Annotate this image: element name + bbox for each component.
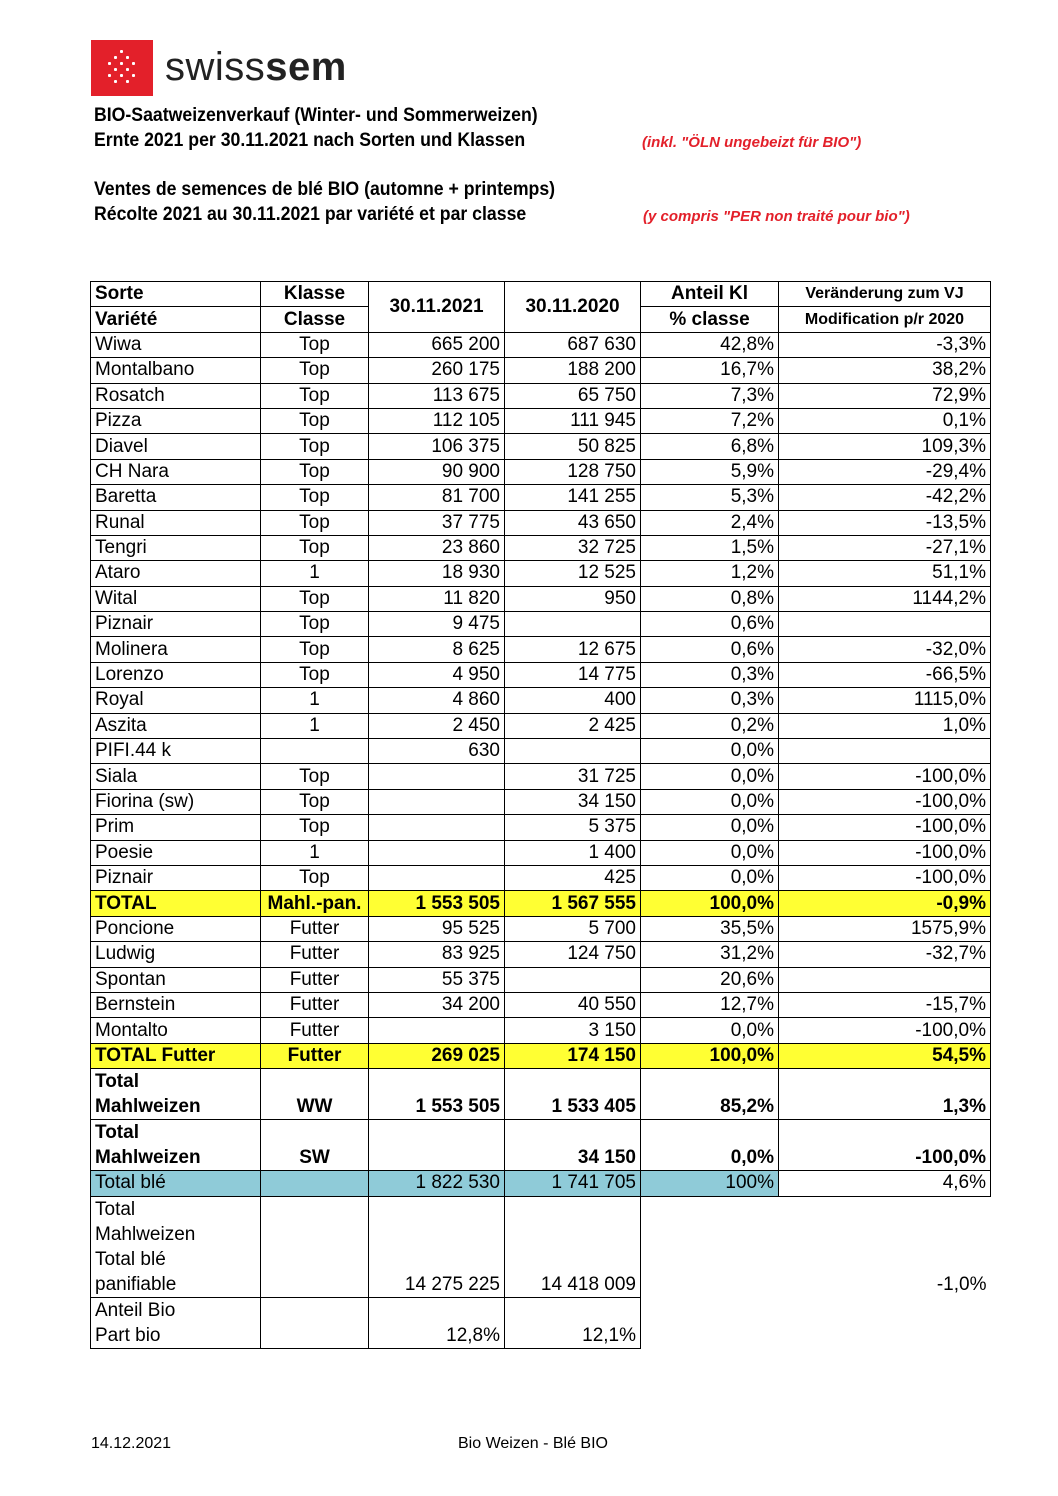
- logo-dot: [120, 50, 123, 53]
- header-sorte: Sorte: [91, 282, 261, 307]
- logo-dot: [132, 74, 135, 77]
- total-mahlweizen-row: [91, 1196, 991, 1297]
- cell-klasse: Futter: [261, 942, 369, 967]
- cell-anteil: 0,0%: [641, 815, 779, 840]
- cell-name: Pizza: [91, 408, 261, 433]
- logo-dot: [108, 74, 111, 77]
- cell-2020: 12 675: [505, 637, 641, 662]
- cell-name: Montalto: [91, 1018, 261, 1043]
- cell-name: [91, 1196, 261, 1297]
- logo-dot: [126, 56, 129, 59]
- cell-anteil: 5,3%: [641, 485, 779, 510]
- cell-2021: 90 900: [369, 459, 505, 484]
- table-row: [91, 713, 991, 738]
- header-klasse: Klasse: [261, 282, 369, 307]
- table-row: [91, 358, 991, 383]
- cell-anteil: 0,8%: [641, 586, 779, 611]
- cell-2021: [369, 840, 505, 865]
- cell-change: -29,4%: [779, 459, 991, 484]
- cell-change: [779, 967, 991, 992]
- cell-name: Baretta: [91, 485, 261, 510]
- table-row: [91, 510, 991, 535]
- cell-change: 1575,9%: [779, 916, 991, 941]
- cell-2021: 2 450: [369, 713, 505, 738]
- cell-name: [91, 1069, 261, 1120]
- cell-2021: 106 375: [369, 434, 505, 459]
- cell-change: -3,3%: [779, 332, 991, 357]
- cell-2021: 37 775: [369, 510, 505, 535]
- cell-name: Total blé: [91, 1171, 261, 1196]
- cell-klasse: SW: [261, 1120, 369, 1171]
- cell-klasse: Top: [261, 789, 369, 814]
- cell-change: 38,2%: [779, 358, 991, 383]
- cell-name: Montalbano: [91, 358, 261, 383]
- cell-name-line2: Mahlweizen: [95, 1147, 201, 1169]
- cell-2020: 1 533 405: [505, 1069, 641, 1120]
- header-modification: Modification p/r 2020: [779, 307, 991, 332]
- cell-2021: 112 105: [369, 408, 505, 433]
- cell-2020: 34 150: [505, 789, 641, 814]
- cell-name: Poesie: [91, 840, 261, 865]
- cell-anteil: 0,2%: [641, 713, 779, 738]
- cell-klasse: Futter: [261, 992, 369, 1017]
- cell-anteil: 1,5%: [641, 535, 779, 560]
- cell-change: -100,0%: [779, 764, 991, 789]
- cell-anteil: 0,0%: [641, 840, 779, 865]
- table-row: [91, 916, 991, 941]
- cell-anteil: [641, 1196, 779, 1297]
- cell-klasse: [261, 1171, 369, 1196]
- cell-name: Piznair: [91, 612, 261, 637]
- cell-anteil: 31,2%: [641, 942, 779, 967]
- cell-name: Spontan: [91, 967, 261, 992]
- cell-2021: [369, 865, 505, 890]
- cell-2020: 31 725: [505, 764, 641, 789]
- table-row: [91, 942, 991, 967]
- logo-dot: [126, 80, 129, 83]
- swisssem-logo: [91, 40, 153, 96]
- cell-anteil: 1,2%: [641, 561, 779, 586]
- cell-2020: 43 650: [505, 510, 641, 535]
- cell-anteil: 42,8%: [641, 332, 779, 357]
- cell-anteil: 7,2%: [641, 408, 779, 433]
- table-row: [91, 815, 991, 840]
- cell-name-line2: Mahlweizen: [95, 1096, 201, 1118]
- table-row: [91, 865, 991, 890]
- cell-name-line1: Total: [95, 1071, 139, 1093]
- cell-klasse: Mahl.-pan.: [261, 891, 369, 916]
- cell-klasse: Top: [261, 383, 369, 408]
- cell-2020: 14 418 009: [505, 1196, 641, 1297]
- table-header-row-1: [91, 282, 991, 307]
- cell-2020: 65 750: [505, 383, 641, 408]
- cell-2021: 1 553 505: [369, 1069, 505, 1120]
- table-row: [91, 1018, 991, 1043]
- cell-anteil: 0,0%: [641, 1120, 779, 1171]
- cell-change: -100,0%: [779, 789, 991, 814]
- cell-2021: 4 860: [369, 688, 505, 713]
- cell-2021: [369, 815, 505, 840]
- cell-change: 1144,2%: [779, 586, 991, 611]
- cell-change: 72,9%: [779, 383, 991, 408]
- cell-2021: 1 822 530: [369, 1171, 505, 1196]
- cell-name: Bernstein: [91, 992, 261, 1017]
- cell-anteil: 100,0%: [641, 1043, 779, 1068]
- cell-2021: 83 925: [369, 942, 505, 967]
- cell-2020: 141 255: [505, 485, 641, 510]
- logo-dot: [120, 62, 123, 65]
- total-row: [91, 891, 991, 916]
- anteil-bio-row: [91, 1297, 991, 1348]
- cell-2020: 188 200: [505, 358, 641, 383]
- cell-name-line: Total blé: [95, 1248, 166, 1270]
- cell-anteil: [641, 1297, 779, 1348]
- cell-anteil: 0,0%: [641, 789, 779, 814]
- cell-2021: 630: [369, 739, 505, 764]
- logo-dots-icon: [105, 50, 139, 86]
- table-row: [91, 434, 991, 459]
- table-row: [91, 332, 991, 357]
- cell-anteil: 100,0%: [641, 891, 779, 916]
- header-classe: Classe: [261, 307, 369, 332]
- cell-name: TOTAL: [91, 891, 261, 916]
- cell-2020: [505, 967, 641, 992]
- cell-2020: [505, 612, 641, 637]
- cell-change: -27,1%: [779, 535, 991, 560]
- cell-2021: 14 275 225: [369, 1196, 505, 1297]
- cell-change: -100,0%: [779, 815, 991, 840]
- cell-klasse: WW: [261, 1069, 369, 1120]
- table-row: [91, 992, 991, 1017]
- table-row: [91, 840, 991, 865]
- brand-part2: sem: [265, 45, 347, 89]
- cell-change: -100,0%: [779, 1018, 991, 1043]
- cell-klasse: [261, 1196, 369, 1297]
- cell-anteil: 6,8%: [641, 434, 779, 459]
- cell-name: PIFI.44 k: [91, 739, 261, 764]
- table-row: [91, 485, 991, 510]
- cell-name: Tengri: [91, 535, 261, 560]
- sales-table: [90, 281, 991, 1349]
- cell-change: -32,7%: [779, 942, 991, 967]
- cell-anteil: 0,0%: [641, 865, 779, 890]
- cell-2021: 11 820: [369, 586, 505, 611]
- cell-klasse: Futter: [261, 1043, 369, 1068]
- header-pct-classe: % classe: [641, 307, 779, 332]
- title-fr-line1: Ventes de semences de blé BIO (automne + printemps): [94, 179, 556, 200]
- logo-dot: [126, 68, 129, 71]
- cell-klasse: Top: [261, 586, 369, 611]
- footer-title: Bio Weizen - Blé BIO: [458, 1435, 608, 1452]
- cell-2020: 1 741 705: [505, 1171, 641, 1196]
- cell-anteil: 0,0%: [641, 764, 779, 789]
- cell-name: Lorenzo: [91, 662, 261, 687]
- cell-2021: 9 475: [369, 612, 505, 637]
- cell-2021: [369, 789, 505, 814]
- cell-2020: 2 425: [505, 713, 641, 738]
- cell-2021: [369, 1120, 505, 1171]
- cell-change: [779, 1297, 991, 1348]
- cell-klasse: 1: [261, 561, 369, 586]
- cell-2020: 425: [505, 865, 641, 890]
- cell-klasse: Futter: [261, 916, 369, 941]
- cell-anteil: 2,4%: [641, 510, 779, 535]
- cell-change: 51,1%: [779, 561, 991, 586]
- note-de: (inkl. "ÖLN ungebeizt für BIO"): [642, 134, 862, 151]
- cell-2020: 950: [505, 586, 641, 611]
- table-row: [91, 383, 991, 408]
- cell-2021: 4 950: [369, 662, 505, 687]
- cell-2020: 5 375: [505, 815, 641, 840]
- cell-klasse: 1: [261, 713, 369, 738]
- cell-anteil: 0,3%: [641, 662, 779, 687]
- cell-name: Wiwa: [91, 332, 261, 357]
- cell-change: -100,0%: [779, 1120, 991, 1171]
- cell-change: 54,5%: [779, 1043, 991, 1068]
- cell-2020: 40 550: [505, 992, 641, 1017]
- cell-2021: 8 625: [369, 637, 505, 662]
- cell-change: -100,0%: [779, 840, 991, 865]
- cell-anteil: 0,3%: [641, 688, 779, 713]
- cell-klasse: Top: [261, 485, 369, 510]
- cell-klasse: [261, 739, 369, 764]
- table-row: [91, 459, 991, 484]
- cell-klasse: Top: [261, 408, 369, 433]
- cell-change: -66,5%: [779, 662, 991, 687]
- cell-2020: 50 825: [505, 434, 641, 459]
- cell-2021: 260 175: [369, 358, 505, 383]
- table-row: [91, 408, 991, 433]
- table-row: [91, 561, 991, 586]
- cell-2020: [505, 739, 641, 764]
- cell-klasse: Top: [261, 612, 369, 637]
- cell-anteil: 16,7%: [641, 358, 779, 383]
- cell-name: Poncione: [91, 916, 261, 941]
- cell-klasse: Top: [261, 358, 369, 383]
- cell-change: -42,2%: [779, 485, 991, 510]
- title-de-line2: Ernte 2021 per 30.11.2021 nach Sorten und Klassen: [94, 130, 526, 151]
- cell-name: [91, 1120, 261, 1171]
- cell-change: -32,0%: [779, 637, 991, 662]
- cell-name: Prim: [91, 815, 261, 840]
- brand-name: [165, 44, 347, 90]
- cell-name-line1: Total: [95, 1122, 139, 1144]
- cell-anteil: 0,0%: [641, 739, 779, 764]
- cell-2020: 1 400: [505, 840, 641, 865]
- logo-dot: [108, 62, 111, 65]
- table-row: [91, 612, 991, 637]
- cell-2021: 23 860: [369, 535, 505, 560]
- cell-2020: 687 630: [505, 332, 641, 357]
- cell-change: -0,9%: [779, 891, 991, 916]
- cell-2020: 111 945: [505, 408, 641, 433]
- cell-change: -15,7%: [779, 992, 991, 1017]
- table-row: [91, 688, 991, 713]
- cell-change: -100,0%: [779, 865, 991, 890]
- cell-2020: 14 775: [505, 662, 641, 687]
- cell-change: 109,3%: [779, 434, 991, 459]
- cell-name: Piznair: [91, 865, 261, 890]
- cell-name: Fiorina (sw): [91, 789, 261, 814]
- cell-klasse: Top: [261, 662, 369, 687]
- cell-klasse: Top: [261, 637, 369, 662]
- cell-2020: 34 150: [505, 1120, 641, 1171]
- header-date-2020: 30.11.2020: [505, 282, 641, 333]
- cell-klasse: Futter: [261, 967, 369, 992]
- cell-anteil: 7,3%: [641, 383, 779, 408]
- cell-name-line: Part bio: [95, 1324, 161, 1346]
- cell-change: [779, 739, 991, 764]
- cell-klasse: 1: [261, 840, 369, 865]
- cell-change: 0,1%: [779, 408, 991, 433]
- header-veraenderung: Veränderung zum VJ: [779, 282, 991, 307]
- cell-2021: 12,8%: [369, 1297, 505, 1348]
- footer-date: 14.12.2021: [91, 1435, 172, 1452]
- logo-dot: [114, 68, 117, 71]
- table-row: [91, 739, 991, 764]
- logo-dot: [132, 62, 135, 65]
- title-fr-line2: Récolte 2021 au 30.11.2021 par variété et par classe: [94, 204, 527, 225]
- cell-anteil: 85,2%: [641, 1069, 779, 1120]
- cell-2021: 18 930: [369, 561, 505, 586]
- cell-2020: 128 750: [505, 459, 641, 484]
- cell-klasse: 1: [261, 688, 369, 713]
- cell-anteil: 100%: [641, 1171, 779, 1196]
- cell-name: Aszita: [91, 713, 261, 738]
- cell-2020: 174 150: [505, 1043, 641, 1068]
- cell-anteil: 35,5%: [641, 916, 779, 941]
- cell-change: -13,5%: [779, 510, 991, 535]
- cell-change: 1,0%: [779, 713, 991, 738]
- header-anteil: Anteil Kl: [641, 282, 779, 307]
- cell-2021: 1 553 505: [369, 891, 505, 916]
- cell-2021: 269 025: [369, 1043, 505, 1068]
- cell-2021: 34 200: [369, 992, 505, 1017]
- cell-anteil: 0,6%: [641, 612, 779, 637]
- cell-change: 1,3%: [779, 1069, 991, 1120]
- cell-anteil: 12,7%: [641, 992, 779, 1017]
- cell-2020: 124 750: [505, 942, 641, 967]
- cell-2021: 95 525: [369, 916, 505, 941]
- cell-2020: 12 525: [505, 561, 641, 586]
- table-row: [91, 535, 991, 560]
- cell-2020: 3 150: [505, 1018, 641, 1043]
- cell-name-line: Anteil Bio: [95, 1299, 176, 1321]
- cell-2021: 113 675: [369, 383, 505, 408]
- cell-name: Rosatch: [91, 383, 261, 408]
- title-de-line1: BIO-Saatweizenverkauf (Winter- und Sommerweizen): [94, 105, 538, 126]
- cell-klasse: Top: [261, 815, 369, 840]
- cell-anteil: 5,9%: [641, 459, 779, 484]
- cell-2020: 1 567 555: [505, 891, 641, 916]
- cell-name: Diavel: [91, 434, 261, 459]
- total-ww-row: [91, 1069, 991, 1120]
- cell-anteil: 20,6%: [641, 967, 779, 992]
- cell-change: -1,0%: [936, 1274, 987, 1295]
- table-row: [91, 662, 991, 687]
- cell-2020: 32 725: [505, 535, 641, 560]
- cell-2020: 5 700: [505, 916, 641, 941]
- cell-klasse: Futter: [261, 1018, 369, 1043]
- note-fr: (y compris "PER non traité pour bio"): [643, 208, 910, 225]
- cell-name-line: panifiable: [95, 1273, 177, 1295]
- logo-dot: [114, 80, 117, 83]
- cell-2021: 665 200: [369, 332, 505, 357]
- cell-name-line: Total: [95, 1198, 136, 1220]
- cell-2021: [369, 764, 505, 789]
- cell-klasse: Top: [261, 459, 369, 484]
- table-row: [91, 637, 991, 662]
- cell-klasse: Top: [261, 434, 369, 459]
- cell-anteil: 0,0%: [641, 1018, 779, 1043]
- header-date-2021: 30.11.2021: [369, 282, 505, 333]
- total-futter-row: [91, 1043, 991, 1068]
- table-row: [91, 764, 991, 789]
- cell-klasse: Top: [261, 764, 369, 789]
- cell-name: Runal: [91, 510, 261, 535]
- cell-2021: [369, 1018, 505, 1043]
- cell-name: TOTAL Futter: [91, 1043, 261, 1068]
- cell-klasse: Top: [261, 332, 369, 357]
- cell-name: [91, 1297, 261, 1348]
- table-row: [91, 789, 991, 814]
- cell-name: Ludwig: [91, 942, 261, 967]
- cell-name: Ataro: [91, 561, 261, 586]
- cell-klasse: Top: [261, 535, 369, 560]
- table-row: [91, 586, 991, 611]
- logo-dot: [120, 74, 123, 77]
- header-variete: Variété: [91, 307, 261, 332]
- cell-name-line: Mahlweizen: [95, 1223, 196, 1245]
- cell-klasse: [261, 1297, 369, 1348]
- cell-change: [779, 612, 991, 637]
- cell-change: 1115,0%: [779, 688, 991, 713]
- total-sw-row: [91, 1120, 991, 1171]
- cell-klasse: Top: [261, 510, 369, 535]
- brand-part1: swiss: [165, 45, 266, 89]
- cell-name: Royal: [91, 688, 261, 713]
- cell-2021: 55 375: [369, 967, 505, 992]
- cell-2020: 12,1%: [505, 1297, 641, 1348]
- cell-change: 4,6%: [779, 1171, 991, 1196]
- cell-name: Molinera: [91, 637, 261, 662]
- table-row: [91, 967, 991, 992]
- logo-dot: [114, 56, 117, 59]
- total-ble-row: [91, 1171, 991, 1196]
- cell-klasse: Top: [261, 865, 369, 890]
- cell-name: Wital: [91, 586, 261, 611]
- cell-2021: 81 700: [369, 485, 505, 510]
- cell-2020: 400: [505, 688, 641, 713]
- cell-name: CH Nara: [91, 459, 261, 484]
- cell-anteil: 0,6%: [641, 637, 779, 662]
- cell-name: Siala: [91, 764, 261, 789]
